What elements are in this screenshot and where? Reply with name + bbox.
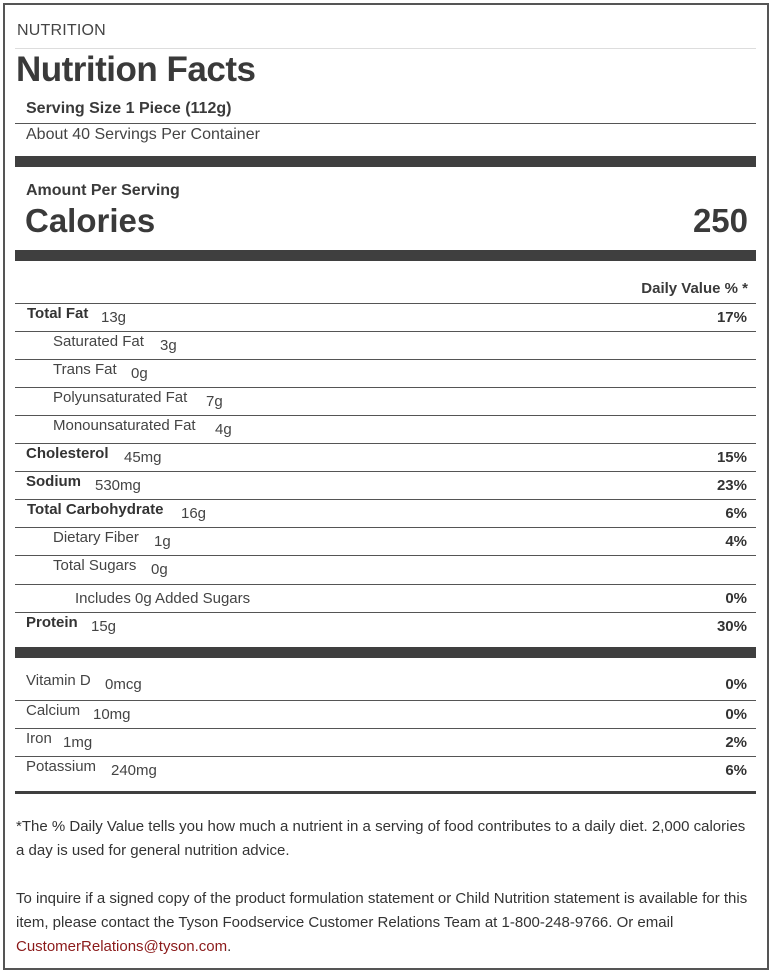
- nutrient-name: Trans Fat: [53, 361, 117, 378]
- nutrient-name: Cholesterol: [26, 445, 109, 462]
- divider: [15, 48, 756, 49]
- nutrient-name: Dietary Fiber: [53, 529, 139, 546]
- nutrient-amount: 0g: [131, 365, 148, 382]
- inquiry-text: To inquire if a signed copy of the product formulation statement or Child Nutrition statement is available for this item, please contact the Tyson Foodservice Customer Relations Team at 1-800-248-9766. Or email: [16, 890, 748, 931]
- divider: [15, 123, 756, 124]
- calories-value: 250: [692, 202, 748, 239]
- nutrient-amount: 530mg: [95, 477, 141, 494]
- calories-label: Calories: [25, 202, 156, 239]
- serving-size: Serving Size 1 Piece (112g): [26, 100, 232, 117]
- nutrient-percent: 23%: [716, 477, 747, 494]
- nutrient-row-saturated-fat: [15, 331, 756, 359]
- nutrient-percent: 4%: [725, 533, 747, 550]
- nutrient-row-sodium: [15, 471, 756, 499]
- nutrition-facts-title: Nutrition Facts: [16, 50, 256, 89]
- vitamin-amount: 0mcg: [105, 676, 142, 693]
- thick-divider: [15, 791, 756, 794]
- thick-divider: [15, 250, 756, 261]
- nutrient-row-protein: [15, 612, 756, 640]
- nutrient-amount: 45mg: [124, 449, 162, 466]
- nutrient-amount: 1g: [154, 533, 171, 550]
- nutrient-amount: 16g: [181, 505, 207, 522]
- nutrient-name: Total Carbohydrate: [27, 501, 164, 518]
- nutrient-row-dietary-fiber: [15, 527, 756, 555]
- nutrient-name: Polyunsaturated Fat: [53, 389, 188, 406]
- vitamin-amount: 1mg: [63, 734, 93, 751]
- nutrient-amount: 4g: [215, 421, 232, 438]
- nutrient-name: Includes 0g Added Sugars: [75, 590, 251, 607]
- nutrient-name: Saturated Fat: [53, 333, 144, 350]
- nutrient-percent: 17%: [716, 309, 747, 326]
- vitamin-name: Calcium: [26, 702, 81, 719]
- daily-value-header: Daily Value % *: [641, 280, 748, 297]
- nutrient-name: Sodium: [26, 473, 81, 490]
- thick-divider: [15, 647, 756, 658]
- nutrient-percent: 15%: [716, 449, 747, 466]
- nutrient-row-total-sugars: [15, 555, 756, 583]
- vitamin-amount: 10mg: [93, 706, 131, 723]
- nutrient-row-total-carbohydrate: [15, 499, 756, 527]
- nutrient-row-polyunsaturated-fat: [15, 387, 756, 415]
- nutrient-percent: 6%: [725, 505, 747, 522]
- nutrient-amount: 13g: [101, 309, 127, 326]
- amount-per-serving: Amount Per Serving: [26, 182, 180, 199]
- vitamin-percent: 6%: [725, 762, 747, 779]
- nutrient-row-monounsaturated-fat: [15, 415, 756, 443]
- nutrient-amount: 3g: [160, 337, 177, 354]
- customer-relations-email-link[interactable]: CustomerRelations@tyson.com: [16, 938, 228, 955]
- vitamin-percent: 0%: [725, 676, 747, 693]
- nutrient-percent: 0%: [725, 590, 747, 607]
- nutrient-row-trans-fat: [15, 359, 756, 387]
- inquiry-end: .: [227, 938, 232, 955]
- vitamin-name: Potassium: [26, 758, 97, 775]
- nutrient-amount: 0g: [151, 561, 168, 578]
- nutrient-amount: 15g: [91, 618, 117, 635]
- vitamin-name: Vitamin D: [26, 672, 91, 689]
- nutrient-name: Total Sugars: [53, 557, 137, 574]
- vitamin-percent: 0%: [725, 706, 747, 723]
- nutrient-row-total-fat: [15, 303, 756, 331]
- section-tag: NUTRITION: [17, 22, 106, 39]
- nutrient-name: Monounsaturated Fat: [53, 417, 196, 434]
- servings-per-container: About 40 Servings Per Container: [26, 126, 260, 143]
- vitamin-row-vitamin-d: [15, 671, 756, 699]
- daily-value-footnote: *The % Daily Value tells you how much a nutrient in a serving of food contributes to a daily diet. 2,000 calories a day is used for general nutrition advice.: [16, 818, 746, 859]
- nutrient-percent: 30%: [716, 618, 747, 635]
- thick-divider: [15, 156, 756, 167]
- nutrient-name: Protein: [26, 614, 78, 631]
- vitamin-row-potassium: [15, 756, 756, 784]
- vitamin-amount: 240mg: [111, 762, 157, 779]
- inquiry-statement: [16, 887, 751, 959]
- vitamin-percent: 2%: [725, 734, 747, 751]
- vitamin-row-calcium: [15, 700, 756, 728]
- vitamin-row-iron: [15, 728, 756, 756]
- vitamin-name: Iron: [26, 730, 52, 747]
- nutrient-name: Total Fat: [27, 305, 89, 322]
- nutrient-amount: 7g: [206, 393, 223, 410]
- nutrient-row-cholesterol: [15, 443, 756, 471]
- nutrient-row-added-sugars: [15, 584, 756, 612]
